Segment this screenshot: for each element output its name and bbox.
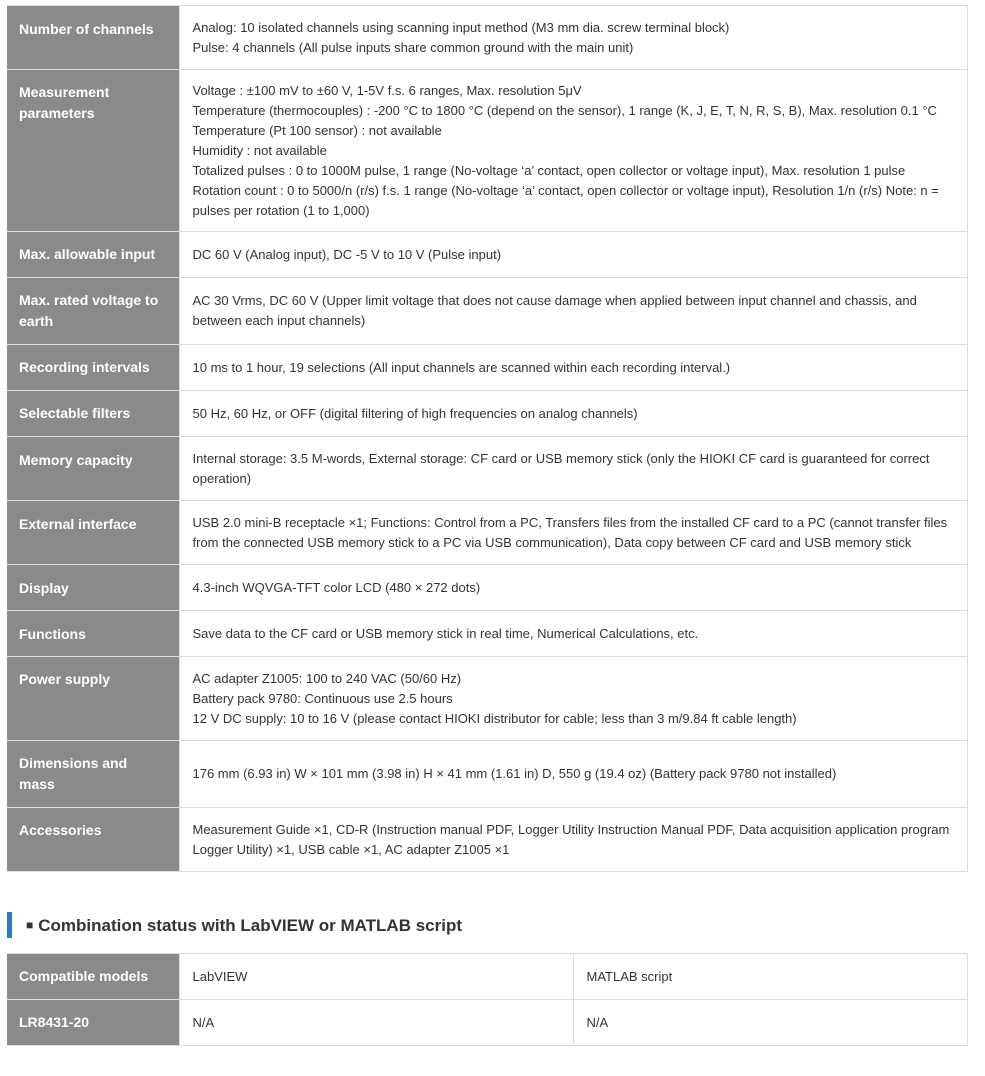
spec-row-channels	[7, 6, 967, 70]
spec-value: AC adapter Z1005: 100 to 240 VAC (50/60 Hz) Battery pack 9780: Continuous use 2.5 hours 12 V DC supply: 10 to 16 V (please contact HIOKI distributor for cable; less than 3 m/9.84 ft cable length)	[179, 657, 967, 741]
spec-label: Measurement parameters	[7, 70, 179, 232]
spec-label: Accessories	[7, 808, 179, 872]
spec-label: Power supply	[7, 657, 179, 741]
spec-label: Display	[7, 565, 179, 611]
spec-row-functions	[7, 611, 967, 657]
column-header-matlab: MATLAB script	[573, 954, 967, 1000]
spec-label: Functions	[7, 611, 179, 657]
model-label: LR8431-20	[7, 1000, 179, 1046]
spec-value: AC 30 Vrms, DC 60 V (Upper limit voltage that does not cause damage when applied between input channel and chassis, and between each input channels)	[179, 278, 967, 345]
section-title: Combination status with LabVIEW or MATLAB script	[38, 916, 462, 935]
spec-label: Dimensions and mass	[7, 741, 179, 808]
spec-label: Number of channels	[7, 6, 179, 70]
square-bullet-icon: ■	[26, 918, 34, 932]
spec-label: Selectable filters	[7, 391, 179, 437]
labview-status: N/A	[179, 1000, 573, 1046]
spec-value: 10 ms to 1 hour, 19 selections (All input channels are scanned within each recording interval.)	[179, 345, 967, 391]
spec-label: Max. rated voltage to earth	[7, 278, 179, 345]
spec-value: Analog: 10 isolated channels using scanning input method (M3 mm dia. screw terminal block) Pulse: 4 channels (All pulse inputs share common ground with the main unit)	[179, 6, 967, 70]
spec-label: External interface	[7, 501, 179, 565]
compatibility-table	[7, 953, 968, 1046]
spec-value: USB 2.0 mini-B receptacle ×1; Functions: Control from a PC, Transfers files from the installed CF card to a PC (cannot transfer files from the connected USB memory stick to a PC via USB communication), Data copy between CF card and USB memory stick	[179, 501, 967, 565]
spec-row-interface	[7, 501, 967, 565]
spec-row-dimensions	[7, 741, 967, 808]
spec-row-measurement	[7, 70, 967, 232]
spec-row-accessories	[7, 808, 967, 872]
spec-row-max-input	[7, 232, 967, 278]
spec-value: 4.3-inch WQVGA-TFT color LCD (480 × 272 dots)	[179, 565, 967, 611]
spec-value: Internal storage: 3.5 M-words, External storage: CF card or USB memory stick (only the HIOKI CF card is guaranteed for correct operation)	[179, 437, 967, 501]
spec-row-recording-intervals	[7, 345, 967, 391]
spec-row-rated-voltage	[7, 278, 967, 345]
spec-label: Recording intervals	[7, 345, 179, 391]
section-heading	[7, 912, 462, 938]
spec-label: Memory capacity	[7, 437, 179, 501]
spec-label: Max. allowable input	[7, 232, 179, 278]
spec-row-memory	[7, 437, 967, 501]
spec-row-power	[7, 657, 967, 741]
spec-value: 176 mm (6.93 in) W × 101 mm (3.98 in) H × 41 mm (1.61 in) D, 550 g (19.4 oz) (Battery pack 9780 not installed)	[179, 741, 967, 808]
spec-row-filters	[7, 391, 967, 437]
spec-row-display	[7, 565, 967, 611]
compatibility-header-row	[7, 954, 967, 1000]
spec-value: Voltage : ±100 mV to ±60 V, 1-5V f.s. 6 ranges, Max. resolution 5μV Temperature (thermocouples) : -200 °C to 1800 °C (depend on the sensor), 1 range (K, J, E, T, N, R, S, B), Max. resolution 0.1 °C Temperature (Pt 100 sensor) : not available Humidity : not available Totalized pulses : 0 to 1000M pulse, 1 range (No-voltage ‘a’ contact, open collector or voltage input), Max. resolution 1 pulse Rotation count : 0 to 5000/n (r/s) f.s. 1 range (No-voltage ‘a’ contact, open collector or voltage input), Resolution 1/n (r/s) Note: n = pulses per rotation (1 to 1,000)	[179, 70, 967, 232]
compatibility-header-label: Compatible models	[7, 954, 179, 1000]
spec-value: DC 60 V (Analog input), DC -5 V to 10 V (Pulse input)	[179, 232, 967, 278]
table-row	[7, 1000, 967, 1046]
column-header-labview: LabVIEW	[179, 954, 573, 1000]
matlab-status: N/A	[573, 1000, 967, 1046]
spec-value: 50 Hz, 60 Hz, or OFF (digital filtering of high frequencies on analog channels)	[179, 391, 967, 437]
spec-value: Measurement Guide ×1, CD-R (Instruction manual PDF, Logger Utility Instruction Manual PDF, Data acquisition application program Logger Utility) ×1, USB cable ×1, AC adapter Z1005 ×1	[179, 808, 967, 872]
spec-value: Save data to the CF card or USB memory stick in real time, Numerical Calculations, etc.	[179, 611, 967, 657]
spec-table	[7, 5, 968, 872]
